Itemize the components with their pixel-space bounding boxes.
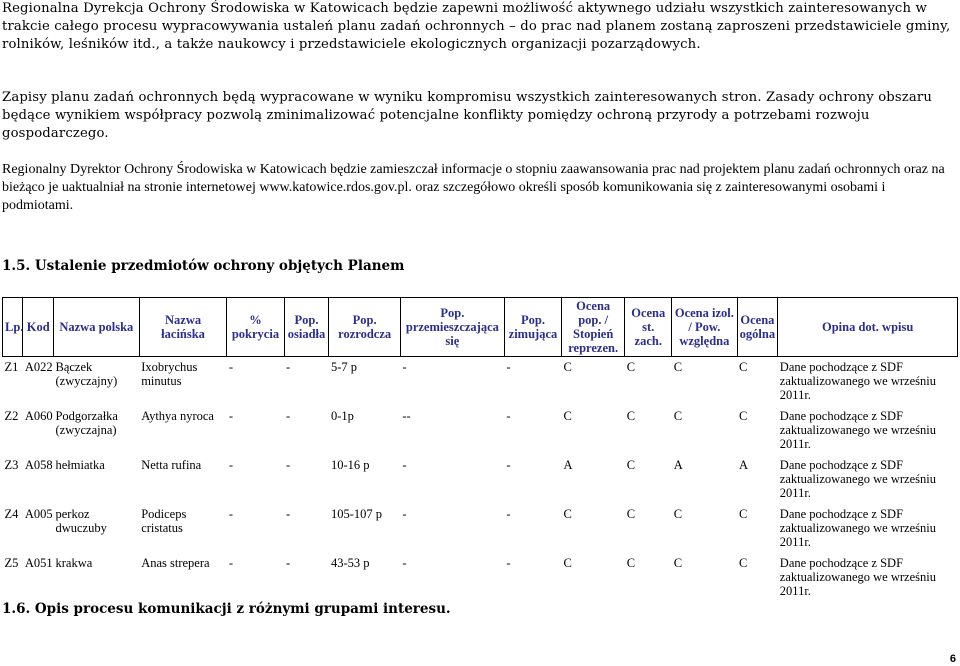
table-cell: - [286, 556, 291, 570]
table-cell: krakwa [55, 556, 93, 570]
table-cell: A [673, 458, 683, 472]
table-cell: Aythya nyroca [141, 409, 214, 423]
column-header: Ocena st. zach. [625, 298, 672, 357]
table-cell: 105-107 p [330, 507, 382, 521]
table-cell: C [626, 409, 636, 423]
table-cell: - [286, 458, 291, 472]
table-cell: C [626, 556, 636, 570]
column-header: Pop. rozrodcza [329, 298, 400, 357]
section-heading-1-6: 1.6. Opis procesu komunikacji z różnymi grupami interesu. [2, 601, 451, 617]
table-cell: Dane pochodzące z SDF zaktualizowanego we wrześniu 2011r. [779, 507, 936, 549]
table-cell: Z3 [4, 458, 19, 472]
intro-paragraph-2: Zapisy planu zadań ochronnych będą wypracowane w wyniku kompromisu wszystkich zainteresowanych stron. Zasady ochrony obszaru będące wynikiem współpracy pozwolą zminimalizować potencjalne konflikty pomiędzy ochroną przyrody a potrzebami rozwoju gospodarczego. [2, 90, 933, 141]
table-cell: A051 [24, 556, 53, 570]
table-row [3, 504, 958, 553]
table-cell: Anas strepera [141, 556, 210, 570]
table-cell: Netta rufina [141, 458, 202, 472]
table-cell: - [506, 360, 511, 374]
table-cell: hełmiatka [55, 458, 105, 472]
table-cell: - [286, 507, 291, 521]
table-header-row [3, 298, 958, 357]
table-cell: C [563, 409, 572, 423]
column-header: Ocena ogólna [737, 298, 778, 357]
table-cell: A [563, 458, 573, 472]
column-header: Nazwa polska [53, 298, 139, 357]
table-cell: 5-7 p [330, 360, 357, 374]
table-cell: - [228, 458, 234, 472]
table-cell: perkoz dwuczuby [55, 507, 107, 535]
table-cell: 43-53 p [330, 556, 370, 570]
table-cell: Podgorzałka (zwyczajna) [55, 409, 118, 437]
table-cell: Dane pochodzące z SDF zaktualizowanego we wrześniu 2011r. [779, 409, 936, 451]
table-cell: - [286, 409, 291, 423]
table-cell: - [286, 360, 291, 374]
table-cell: Dane pochodzące z SDF zaktualizowanego we wrześniu 2011r. [779, 556, 936, 598]
table-row [3, 406, 958, 455]
table-cell: - [402, 360, 407, 374]
column-header: % pokrycia [227, 298, 284, 357]
table-cell: Z5 [4, 556, 19, 570]
column-header: Pop. osiadła [284, 298, 329, 357]
table-row [3, 455, 958, 504]
table-cell: - [402, 556, 407, 570]
table-cell: C [739, 507, 748, 521]
column-header: Pop. zimująca [504, 298, 561, 357]
column-header: Ocena pop. / Stopień reprezen. [562, 298, 625, 357]
table-cell: - [506, 458, 511, 472]
table-cell: C [626, 507, 636, 521]
column-header: Kod [23, 298, 54, 357]
table-cell: C [563, 556, 572, 570]
table-cell: - [228, 556, 234, 570]
table-cell: 0-1p [330, 409, 354, 423]
column-header: Lp. [3, 298, 23, 357]
column-header: Opina dot. wpisu [778, 298, 958, 357]
table-cell: C [563, 360, 572, 374]
column-header: Nazwa łacińska [139, 298, 227, 357]
section-heading-1-5: 1.5. Ustalenie przedmiotów ochrony objętych Planem [2, 258, 405, 274]
table-cell: A022 [24, 360, 53, 374]
table-cell: C [626, 458, 636, 472]
intro-paragraph-1: Regionalna Dyrekcja Ochrony Środowiska w Katowicach będzie zapewni możliwość aktywnego udziału wszystkich zainteresowanych w trakcie całego procesu wypracowywania ustaleń planu zadań ochronnych – do prac nad planem zostaną zaproszeni przedstawiciele gminy, rolników, leśników itd., a także naukowcy i przedstawiciele ekologicznych organizacji pozarządowych. [2, 1, 951, 52]
table-cell: C [673, 360, 683, 374]
table-cell: Bączek (zwyczajny) [55, 360, 118, 388]
table-cell: A005 [24, 507, 53, 521]
table-cell: C [673, 556, 683, 570]
column-header: Ocena izol. / Pow. względna [672, 298, 737, 357]
table-cell: C [673, 409, 683, 423]
table-cell: - [402, 458, 407, 472]
table-cell: C [739, 360, 748, 374]
table-cell: Dane pochodzące z SDF zaktualizowanego we wrześniu 2011r. [779, 360, 936, 402]
table-cell: C [739, 556, 748, 570]
table-cell: Z4 [4, 507, 19, 521]
table-cell: - [228, 507, 234, 521]
table-cell: 10-16 p [330, 458, 370, 472]
table-cell: A058 [24, 458, 53, 472]
table-cell: - [228, 360, 234, 374]
table-cell: A [739, 458, 749, 472]
table-row [3, 357, 958, 407]
table-cell: Dane pochodzące z SDF zaktualizowanego we wrześniu 2011r. [779, 458, 936, 500]
table-cell: C [673, 507, 683, 521]
page-number: 6 [949, 653, 956, 665]
table-cell: Z2 [4, 409, 19, 423]
table-cell: C [626, 360, 636, 374]
table-cell: C [739, 409, 748, 423]
protection-subjects-table [2, 297, 958, 602]
table-row [3, 553, 958, 602]
table-cell: C [563, 507, 572, 521]
table-cell: Podiceps cristatus [141, 507, 187, 535]
intro-paragraph-3: Regionalny Dyrektor Ochrony Środowiska w Katowicach będzie zamieszczał informacje o stopniu zaawansowania prac nad projektem planu zadań ochronnych oraz na bieżąco je uaktualniał na stronie internetowej www.katowice.rdos.gov.pl. oraz szczegółowo określi sposób komunikowania się z zainteresowanymi osobami i podmiotami. [2, 162, 945, 213]
table-cell: A060 [24, 409, 53, 423]
table-cell: Z1 [4, 360, 19, 374]
table-cell: - [506, 556, 511, 570]
column-header: Pop. przemieszczająca się [400, 298, 504, 357]
table-cell: - [506, 409, 511, 423]
table-cell: -- [402, 409, 411, 423]
table-cell: - [228, 409, 234, 423]
table-cell: - [506, 507, 511, 521]
table-cell: - [402, 507, 407, 521]
table-cell: Ixobrychus minutus [141, 360, 198, 388]
